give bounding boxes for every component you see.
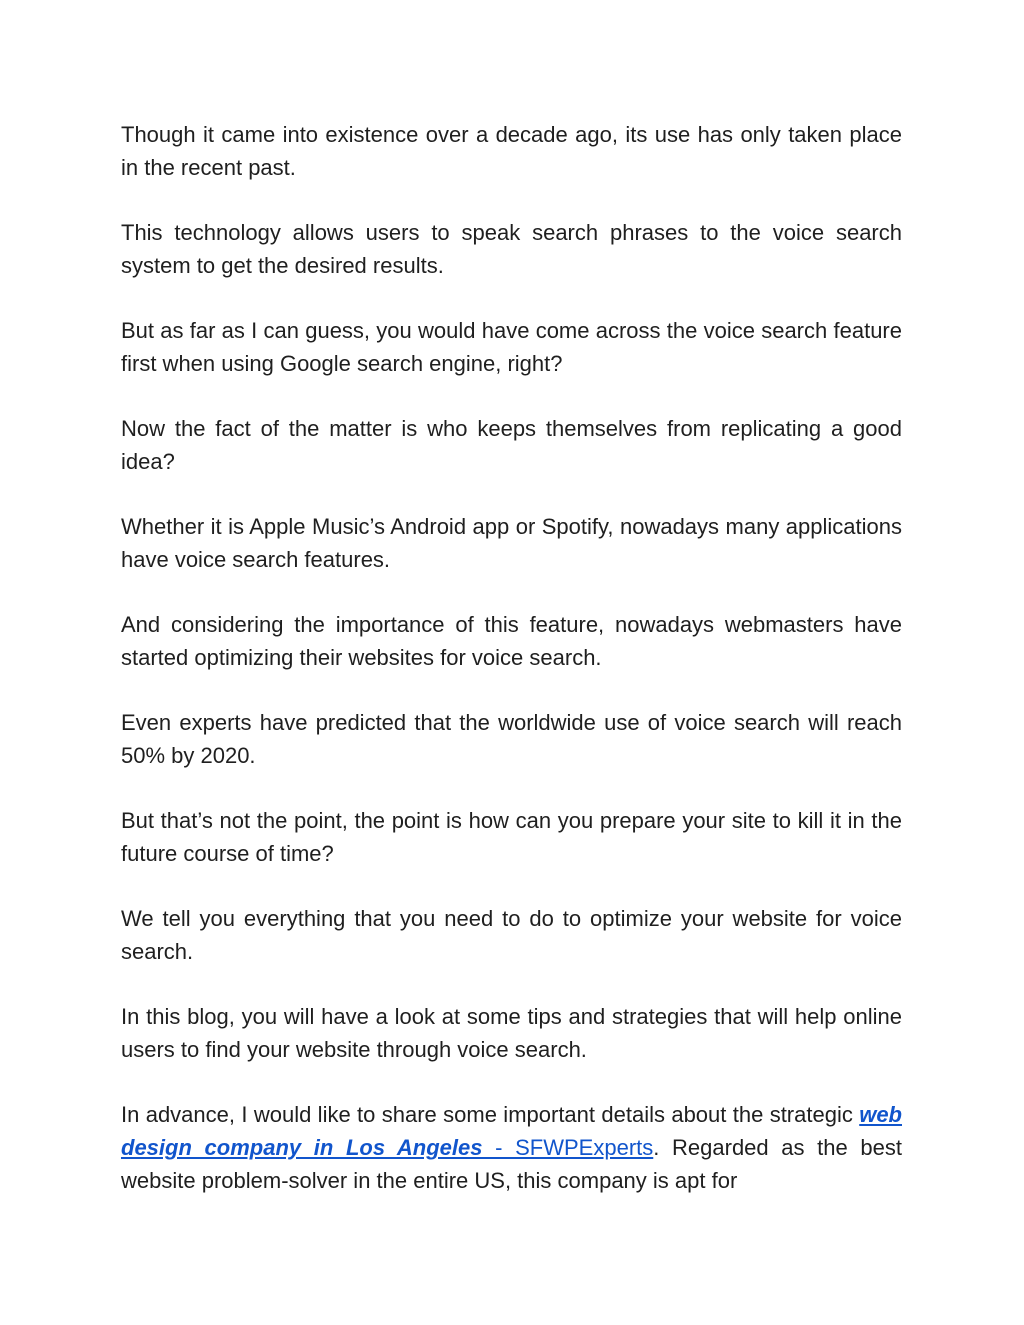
paragraph-7: Even experts have predicted that the worldwide use of voice search will reach 50% by 2020. bbox=[121, 710, 902, 768]
paragraph-1: Though it came into existence over a decade ago, its use has only taken place in the recent past. bbox=[121, 122, 902, 180]
paragraph-11 bbox=[121, 1098, 902, 1197]
paragraph-8: But that’s not the point, the point is how can you prepare your site to kill it in the future course of time? bbox=[121, 808, 902, 866]
paragraph-5: Whether it is Apple Music’s Android app or Spotify, nowadays many applications have voice search features. bbox=[121, 514, 902, 572]
paragraph-10: In this blog, you will have a look at some tips and strategies that will help online users to find your website through voice search. bbox=[121, 1004, 902, 1062]
sfwpexperts-link[interactable]: - SFWPExperts bbox=[482, 1135, 654, 1160]
paragraph-2: This technology allows users to speak search phrases to the voice search system to get the desired results. bbox=[121, 220, 902, 278]
document-body bbox=[121, 118, 902, 1197]
web-design-company-link[interactable]: web design company in Los Angeles bbox=[121, 1102, 902, 1160]
paragraph-3: But as far as I can guess, you would have come across the voice search feature first when using Google search engine, right? bbox=[121, 318, 902, 376]
paragraph-6: And considering the importance of this feature, nowadays webmasters have started optimizing their websites for voice search. bbox=[121, 612, 902, 670]
paragraph-4: Now the fact of the matter is who keeps themselves from replicating a good idea? bbox=[121, 416, 902, 474]
paragraph-11-intro: In advance, I would like to share some important details about the strategic bbox=[121, 1102, 860, 1127]
paragraph-9: We tell you everything that you need to do to optimize your website for voice search. bbox=[121, 906, 902, 964]
paragraph-11-outro: . Regarded as the best website problem-solver in the entire US, this company is apt for bbox=[121, 1135, 902, 1193]
